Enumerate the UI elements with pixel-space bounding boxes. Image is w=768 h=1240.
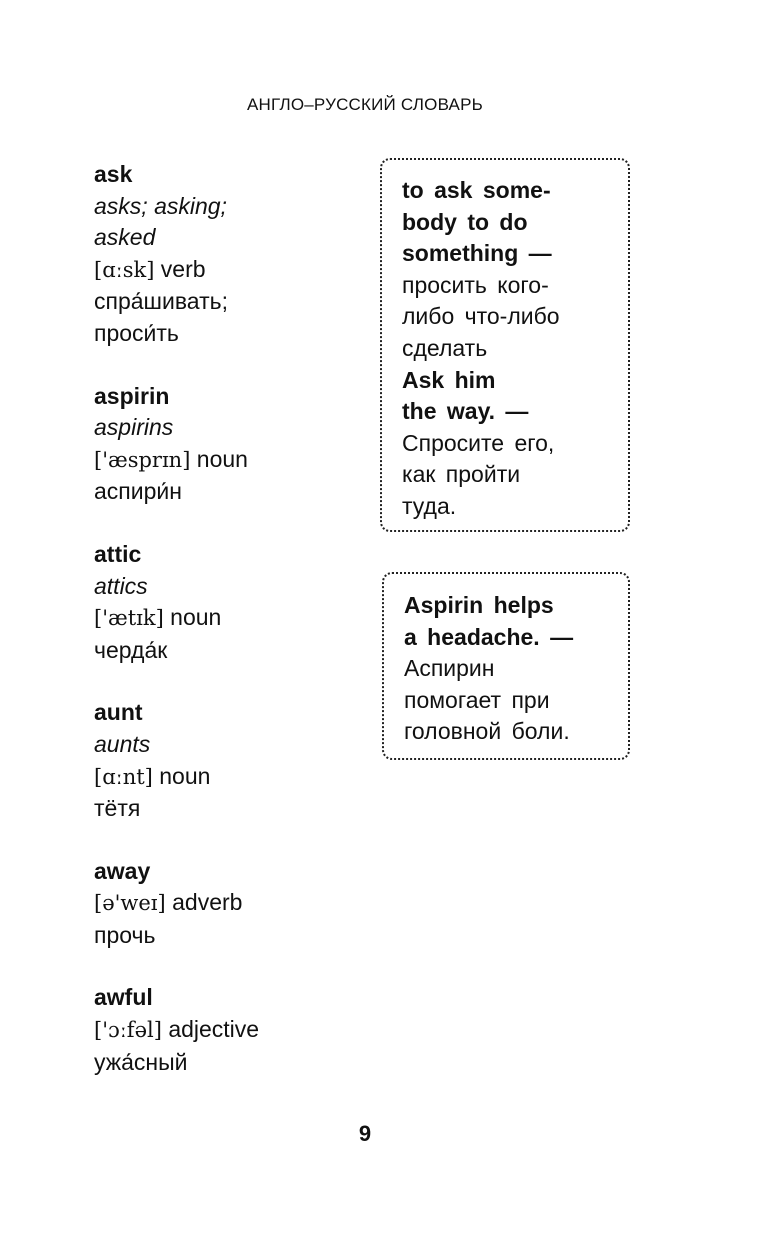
transcription-line bbox=[94, 887, 364, 920]
usage-note-ask bbox=[380, 158, 630, 532]
running-title: АНГЛО–РУССКИЙ СЛОВАРЬ bbox=[247, 95, 483, 114]
note-line: to ask some- bbox=[402, 177, 551, 203]
dictionary-entries bbox=[94, 159, 364, 1109]
headword: aspirin bbox=[94, 382, 170, 409]
note-line: головной боли. bbox=[404, 718, 570, 745]
transcription: ['ætɪk] bbox=[94, 606, 164, 631]
entry-aspirin bbox=[94, 381, 364, 508]
note-line: Ask him bbox=[402, 366, 496, 393]
note-line: a headache. — bbox=[404, 623, 574, 650]
entry-aunt bbox=[94, 697, 364, 824]
note-line: something — bbox=[402, 240, 552, 267]
translation: проси́ть bbox=[94, 319, 179, 346]
entry-awful bbox=[94, 982, 364, 1078]
note-line: либо что-либо bbox=[402, 303, 560, 330]
transcription: ['æsprɪn] bbox=[94, 447, 191, 472]
transcription-line bbox=[94, 602, 364, 635]
note-line: сделать bbox=[402, 334, 488, 361]
part-of-speech: noun bbox=[159, 762, 211, 789]
transcription-line bbox=[94, 1014, 364, 1047]
headword: ask bbox=[94, 161, 133, 187]
transcription: ['ɔːfəl] bbox=[94, 1018, 162, 1043]
translation: ужа́сный bbox=[94, 1048, 188, 1075]
headword: away bbox=[94, 857, 151, 884]
transcription-line bbox=[94, 761, 364, 794]
entry-away bbox=[94, 856, 364, 952]
word-forms: asks; asking; bbox=[94, 192, 227, 219]
word-forms: asked bbox=[94, 224, 156, 251]
headword: attic bbox=[94, 540, 142, 567]
part-of-speech: verb bbox=[160, 255, 206, 282]
translation: аспири́н bbox=[94, 478, 182, 505]
translation: прочь bbox=[94, 921, 156, 948]
note-line: Спросите его, bbox=[402, 429, 555, 456]
translation: черда́к bbox=[94, 636, 168, 663]
part-of-speech: adjective bbox=[168, 1016, 260, 1043]
transcription: [ɑːnt] bbox=[94, 764, 153, 789]
entry-attic bbox=[94, 539, 364, 666]
word-forms: attics bbox=[94, 572, 148, 599]
entry-ask bbox=[94, 159, 364, 350]
note-line: как пройти bbox=[402, 461, 521, 488]
word-forms: aunts bbox=[94, 730, 151, 757]
translation: спра́шивать; bbox=[94, 288, 228, 315]
part-of-speech: noun bbox=[196, 445, 248, 472]
transcription: [ɑːsk] bbox=[94, 257, 155, 282]
transcription: [ə'weɪ] bbox=[94, 891, 166, 916]
transcription-line bbox=[94, 254, 364, 287]
note-line: туда. bbox=[402, 492, 457, 519]
note-line: Aspirin helps bbox=[404, 592, 554, 618]
note-line: body to do bbox=[402, 208, 528, 235]
part-of-speech: adverb bbox=[172, 889, 243, 916]
word-forms: aspirins bbox=[94, 414, 174, 441]
headword: aunt bbox=[94, 699, 143, 726]
note-line: помогает при bbox=[404, 686, 550, 713]
note-line: the way. — bbox=[402, 398, 529, 425]
note-line: Аспирин bbox=[404, 655, 495, 682]
translation: тётя bbox=[94, 795, 141, 822]
usage-note-aspirin bbox=[382, 572, 630, 760]
headword: awful bbox=[94, 984, 153, 1011]
part-of-speech: noun bbox=[170, 604, 222, 631]
page-number: 9 bbox=[358, 1121, 372, 1146]
note-line: просить кого- bbox=[402, 271, 549, 298]
transcription-line bbox=[94, 444, 364, 477]
